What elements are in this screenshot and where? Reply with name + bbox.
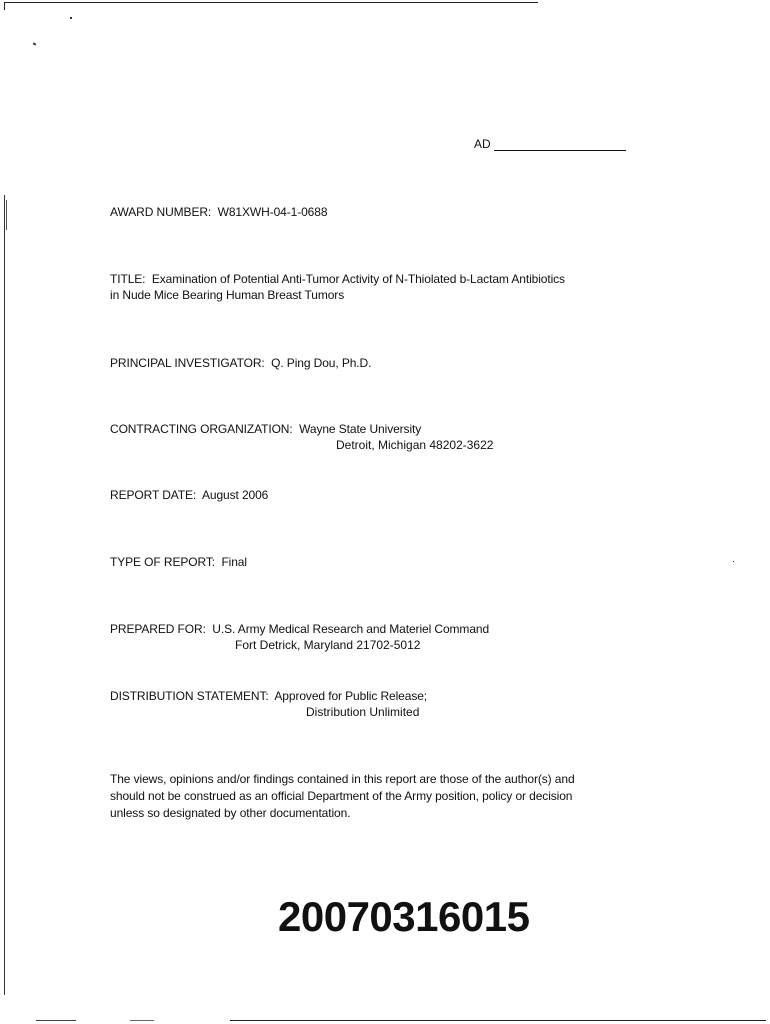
prepared-for-row — [110, 621, 489, 637]
title-line1: Examination of Potential Anti-Tumor Activity of N-Thiolated b-Lactam Antibiotics — [151, 272, 565, 286]
report-type-row — [110, 554, 247, 570]
disclaimer-line2: should not be construed as an official Department of the Army position, policy or decision — [110, 789, 573, 803]
title-label: TITLE: — [110, 272, 146, 286]
principal-investigator-row — [110, 355, 371, 371]
report-date-value: August 2006 — [201, 488, 269, 502]
report-type-label: TYPE OF REPORT: — [110, 555, 215, 569]
scan-mark — [130, 1020, 154, 1021]
principal-investigator-label: PRINCIPAL INVESTIGATOR: — [110, 356, 265, 370]
ad-blank-line — [494, 150, 626, 151]
distribution-label: DISTRIBUTION STATEMENT: — [110, 689, 269, 703]
scan-speck — [733, 561, 734, 562]
ad-label: AD — [474, 137, 491, 151]
scan-speck — [70, 17, 72, 19]
disclaimer-line3: unless so designated by other documentation. — [110, 806, 351, 820]
report-date-row — [110, 487, 268, 503]
principal-investigator-value: Q. Ping Dou, Ph.D. — [271, 356, 372, 370]
scan-border-corner — [4, 2, 5, 10]
contracting-organization-label: CONTRACTING ORGANIZATION: — [110, 422, 293, 436]
contracting-organization-row — [110, 421, 421, 437]
title-line2: in Nude Mice Bearing Human Breast Tumors — [110, 288, 345, 302]
scan-speck — [33, 42, 37, 45]
contracting-organization-line1: Wayne State University — [299, 422, 422, 436]
distribution-row — [110, 688, 427, 704]
prepared-for-label: PREPARED FOR: — [110, 622, 206, 636]
report-date-label: REPORT DATE: — [110, 488, 197, 502]
distribution-line1: Approved for Public Release; — [274, 689, 428, 703]
document-number: 20070316015 — [278, 893, 530, 940]
scan-border-bottom — [230, 1020, 766, 1021]
prepared-for-line2: Fort Detrick, Maryland 21702-5012 — [235, 638, 421, 652]
prepared-for-line1: U.S. Army Medical Research and Materiel Command — [212, 622, 490, 636]
distribution-line2: Distribution Unlimited — [306, 705, 420, 719]
award-number-row — [110, 204, 327, 220]
award-number-value: W81XWH-04-1-0688 — [217, 205, 328, 219]
scan-mark — [6, 200, 7, 230]
scan-mark — [36, 1020, 76, 1021]
title-row — [110, 271, 565, 287]
scan-border-left — [4, 195, 5, 995]
scan-border-top — [4, 2, 538, 3]
disclaimer-line1: The views, opinions and/or findings contained in this report are those of the author(s) and — [110, 772, 575, 786]
report-type-value: Final — [221, 555, 247, 569]
contracting-organization-line2: Detroit, Michigan 48202-3622 — [336, 438, 494, 452]
award-number-label: AWARD NUMBER: — [110, 205, 212, 219]
